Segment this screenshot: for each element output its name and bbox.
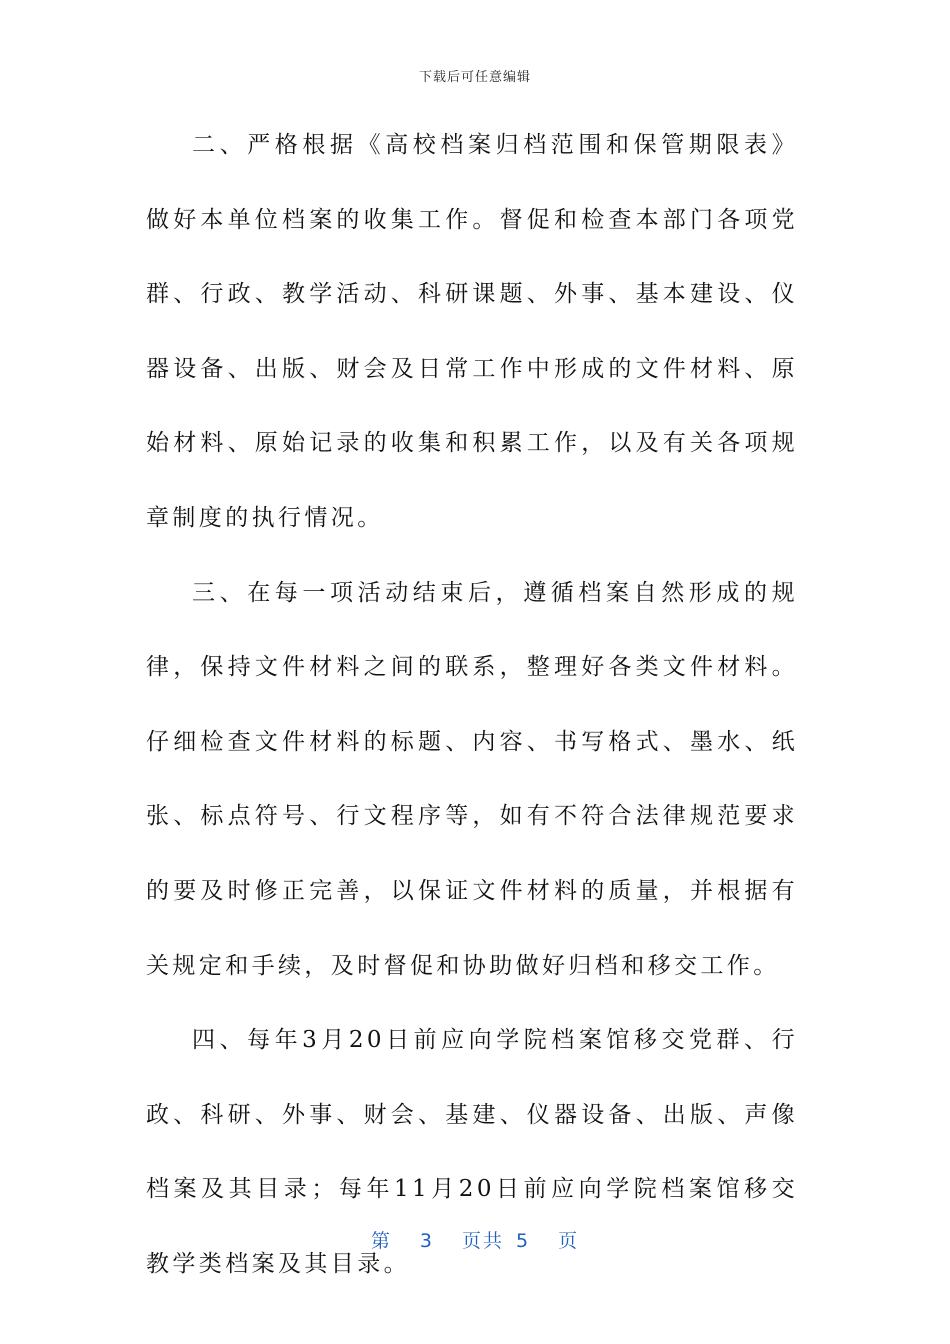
total-pages-number: 5	[516, 1230, 531, 1252]
document-body	[146, 108, 798, 1302]
page-label-suffix: 页	[558, 1230, 580, 1252]
paragraph-4: 四、每年3月20日前应向学院档案馆移交党群、行政、科研、外事、财会、基建、仪器设备、出版、声像档案及其目录；每年11月20日前应向学院档案馆移交教学类档案及其目录。	[146, 1027, 798, 1277]
page-number-footer	[0, 1226, 950, 1253]
page-label-mid: 页共	[461, 1230, 504, 1252]
page-header-note: 下载后可任意编辑	[418, 70, 531, 85]
paragraph-3: 三、在每一项活动结束后，遵循档案自然形成的规律，保持文件材料之间的联系，整理好各类文件材料。仔细检查文件材料的标题、内容、书写格式、墨水、纸张、标点符号、行文程序等，如有不符合法律规范要求的要及时修正完善，以保证文件材料的质量，并根据有关规定和手续，及时督促和协助做好归档和移交工作。	[146, 579, 798, 979]
paragraph-2: 二、严格根据《高校档案归档范围和保管期限表》做好本单位档案的收集工作。督促和检查本部门各项党群、行政、教学活动、科研课题、外事、基本建设、仪器设备、出版、财会及日常工作中形成的文件材料、原始材料、原始记录的收集和积累工作，以及有关各项规章制度的执行情况。	[146, 132, 798, 531]
page-label-prefix: 第	[370, 1230, 392, 1252]
current-page-number: 3	[419, 1230, 434, 1252]
